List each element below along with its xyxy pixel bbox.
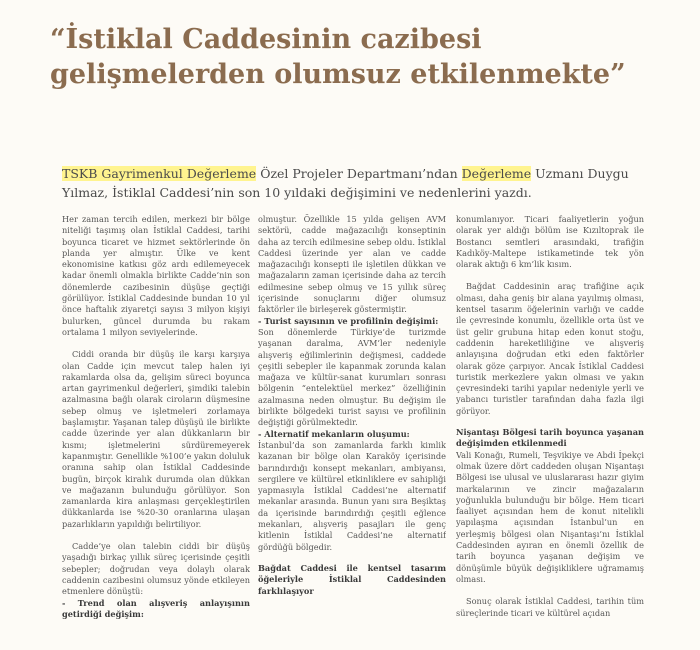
- paragraph: olmuştur. Özellikle 15 yılda gelişen AVM sektörü, cadde mağazacılığı konseptinin daha az tercih edilmesine sebep oldu. İstiklal Caddesi üzerinde yer alan ve cadde mağazacılığı konsepti ile işletilen dükkan ve mağazaların zaman içerisinde daha az tercih edilmesine sebep olmuş ve 15 yıllık süreç içerisinde sonuçlarını diğer olumsuz faktörler ile birleşerek göstermiştir.: [258, 214, 446, 315]
- paragraph: Sonuç olarak İstiklal Caddesi, tarihin tüm süreçlerinde ticari ve kültürel açıdan: [456, 596, 644, 618]
- article-intro: [62, 164, 662, 202]
- intro-part-1: Özel Projeler Departmanı’ndan: [256, 166, 462, 181]
- role-highlight: Değerleme: [461, 166, 532, 181]
- paragraph: Vali Konağı, Rumeli, Teşvikiye ve Abdi İpekçi olmak üzere dört caddeden oluşan Nişantaşı Bölgesi ise ulusal ve uluslararası hazır giyim markalarının ve zincir mağazaların yoğunlukla bulunduğu bir bölge. Hem ticari faaliyet açısından hem de konut nitelikli yapılaşma açısından İstanbul’un en yerleşmiş bölgesi olan Nişantaşı’nı İstiklal Caddesinden ayıran en önemli özellik de tarih boyunca yaşanan değişim ve dönüşümle büyük değişikliklere uğramamış olması.: [456, 449, 644, 584]
- paragraph: İstanbul’da son zamanlarda farklı kimlik kazanan bir bölge olan Karaköy içerisinde barındırdığı konsept mekanları, ambiyansı, sergilere ve kültürel etkinliklere ev sahipliği yapmasıyla İstiklal Caddesi’ne alternatif mekanlar arasında. Bunun yanı sıra Beşiktaş da içerisinde barındırdığı çeşitli eğlence mekanları, alışveriş pasajları ile genç kitlenin İstiklal Caddesi’ne alternatif gördüğü bölgedir.: [258, 439, 446, 552]
- section-heading: - Turist sayısının ve profilinin değişimi:: [258, 315, 439, 326]
- subheading: Nişantaşı Bölgesi tarih boyunca yaşanan değişimden etkilenmedi: [456, 427, 644, 449]
- column-1: [62, 214, 250, 646]
- intro-part-2: Uzmanı Duygu Yılmaz, İstiklal Caddesi’nin son 10 yıldaki değişimini ve nedenlerini yazdı.: [62, 166, 629, 200]
- org-highlight: TSKB Gayrimenkul Değerleme: [62, 166, 257, 181]
- subheading: Bağdat Caddesi ile kentsel tasarım öğeleriyle İstiklal Caddesinden farklılaşıyor: [258, 562, 446, 596]
- column-3: [456, 214, 644, 646]
- section-heading: - Alternatif mekanların oluşumu:: [258, 428, 410, 439]
- paragraph: Cadde’ye olan talebin ciddi bir düşüş yaşadığı birkaç yıllık süreç içerisinde çeşitli sebepler; doğrudan veya dolaylı olarak caddenin cazibesini olumsuz yönde etkileyen etmenlere dönüştü:: [62, 541, 250, 597]
- paragraph: Ciddi oranda bir düşüş ile karşı karşıya olan Cadde için mevcut talep halen iyi rakamlarda olsa da, gelişim süreci boyunca artan gayrimenkul değerleri, şimdiki talebin azalmasına bağlı olarak ciroların düşmesine sebep olmuş ve işletmeleri zorlamaya başlamıştır. Yaşanan talep düşüşü ile birlikte cadde üzerinde yer alan dükkanların bir kısmı; işletmelerini sürdüremeyerek kapanmıştır. Genellikle %100’e yakın doluluk oranına sahip olan İstiklal Caddesinde bugün, birçok kiralık durumda olan dükkan ve mağazanın bulunduğu görülüyor. Son zamanlarda kira anlaşması gerçekleştirilen dükkanlarda ise %20-30 oranlarına ulaşan pazarlıkların yapıldığı belirtiliyor.: [62, 349, 250, 529]
- paragraph: Son dönemlerde Türkiye’de turizmde yaşanan daralma, AVM’ler nedeniyle alışveriş eğilimlerinin değişmesi, caddede çeşitli sebepler ile kapanmak zorunda kalan mağaza ve kültür-sanat kurumları sonrası bölgenin “entelektüel merkez” özelliğinin azalmasına neden olmuştur. Bu değişim ile birlikte bölgedeki turist sayısı ve profilinin değiştiği görülmektedir.: [258, 326, 446, 428]
- column-2: [258, 214, 446, 646]
- paragraph: Her zaman tercih edilen, merkezi bir bölge niteliği taşımış olan İstiklal Caddesi, tarihi boyunca ticaret ve hizmet sektörlerinde ön planda yer almıştır. Ülke ve kent ekonomisine katkısı göz ardı edilemeyecek kadar önemli olmakla birlikte Cadde’nin son dönemlerde cazibesinin düşüşe geçtiği görülüyor. İstiklal Caddesinde bundan 10 yıl önce haftalık ziyaretçi sayısı 3 milyon kişiyi bulurken, güncel durumda bu rakam ortalama 1 milyon seviyelerinde.: [62, 214, 250, 337]
- section-heading: - Trend olan alışveriş anlayışının getirdiği değişim:: [62, 597, 250, 619]
- paragraph: konumlanıyor. Ticari faaliyetlerin yoğun olarak yer aldığı bölüm ise Kızıltoprak ile Bostancı semtleri arasındaki, trafiğin Kadıköy-Maltepe istikametinde tek yön olarak aktığı 6 km’lik kısım.: [456, 214, 644, 270]
- paragraph: Bağdat Caddesinin araç trafiğine açık olması, daha geniş bir alana yayılmış olması, kentsel tasarım öğelerinin varlığı ve cadde ile çevresinde konumlu, özellikle orta üst ve üst gelir grubuna hitap eden konut stoğu, caddenin hareketliliğine ve alışveriş anlayışına doğrudan etki eden faktörler olarak göze çarpıyor. Ancak İstiklal Caddesi turistik merkezlere yakın olması ve yakın çevresindeki tarihi yapılar nedeniyle yerli ve yabancı turistler tarafından daha fazla ilgi görüyor.: [456, 281, 644, 416]
- article-title: “İstiklal Caddesinin cazibesi gelişmelerden olumsuz etkilenmekte”: [50, 24, 626, 90]
